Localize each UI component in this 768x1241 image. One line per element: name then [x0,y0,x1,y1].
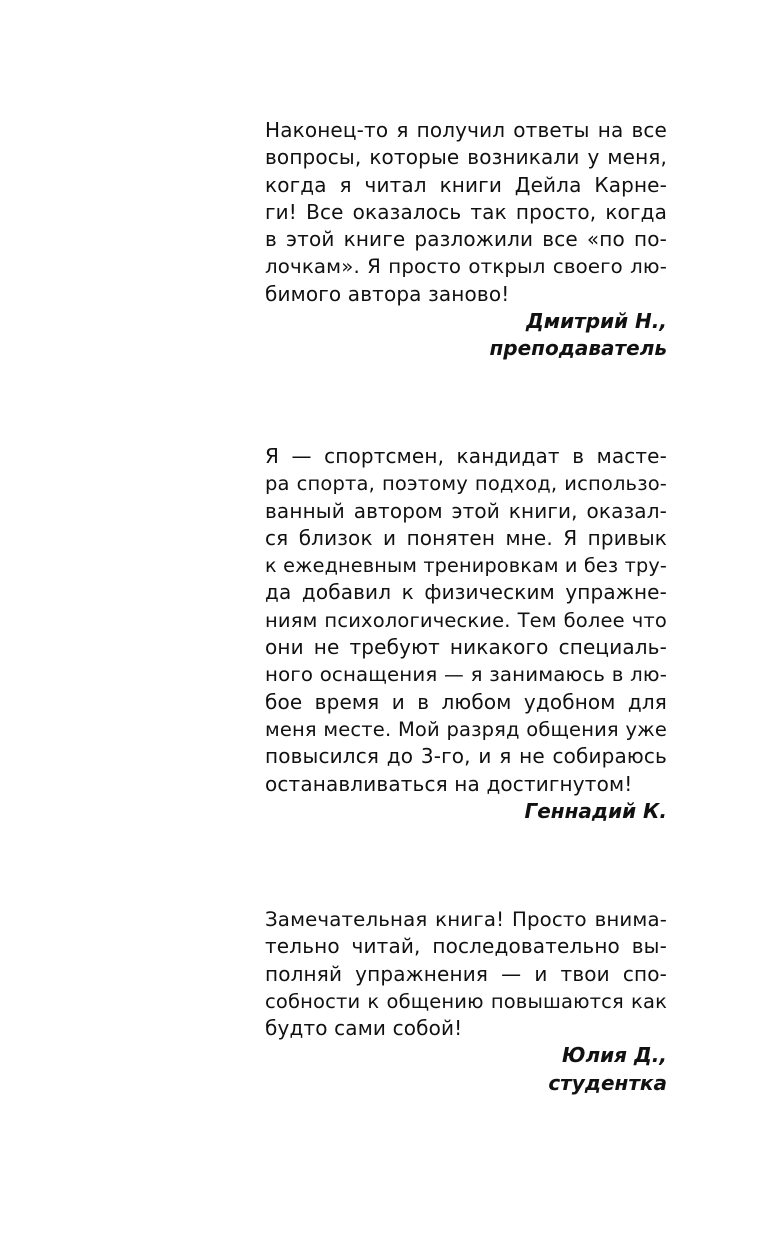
review-line: повысился до 3-го, и я не собираюсь [265,744,667,769]
review-line: Наконец-то я получил ответы на все [265,118,667,142]
review-author: Геннадий К. [524,798,667,823]
review-line: к ежедневным тренировкам и без тру- [265,554,667,578]
review-line: вопросы, которые возникали у меня, [265,145,667,170]
review-line: ного оснащения — я занимаюсь в лю- [265,663,667,687]
review-author-role: студентка [548,1070,667,1095]
review-text [265,906,667,1042]
review-line: ги! Все оказалось так просто, когда [265,199,667,224]
review-line: в этой книге разложили все «по по- [265,227,667,252]
review-line: полняй упражнения — и твои спо- [265,961,667,986]
review-line: ся близок и понятен мне. Я привык [265,525,667,550]
review-text [265,117,667,308]
review-line: бое время и в любом удобном для [265,689,667,714]
review-author: Юлия Д., [562,1043,667,1068]
review-block [265,117,667,363]
review-line: меня месте. Мой разряд общения уже [265,717,667,741]
review-line: тельно читай, последовательно вы- [265,934,667,959]
review-line: да добавил к физическим упражне- [265,580,667,605]
review-line: ра спорта, поэтому подход, использо- [265,472,667,496]
review-line: лочкам». Я просто открыл своего лю- [265,255,667,279]
review-block [265,906,667,1097]
review-line: они не требуют никакого специаль- [265,635,667,660]
review-line: останавливаться на достигнутом! [265,771,633,796]
review-line: собности к общению повышаются как [265,989,667,1013]
review-line: бимого автора заново! [265,281,510,306]
review-line: Я — спортсмен, кандидат в масте- [265,444,667,468]
review-line: ванный автором этой книги, оказал- [265,498,667,523]
review-line: ниям психологические. Тем более что [265,608,667,632]
review-author: Дмитрий Н., [525,309,667,334]
review-line: когда я читал книги Дейла Карне- [265,172,667,197]
review-line: будто сами собой! [265,1016,463,1041]
review-author-role: преподаватель [489,336,667,361]
review-block [265,443,667,825]
review-text [265,443,667,798]
review-line: Замечательная книга! Просто внима- [265,908,667,931]
